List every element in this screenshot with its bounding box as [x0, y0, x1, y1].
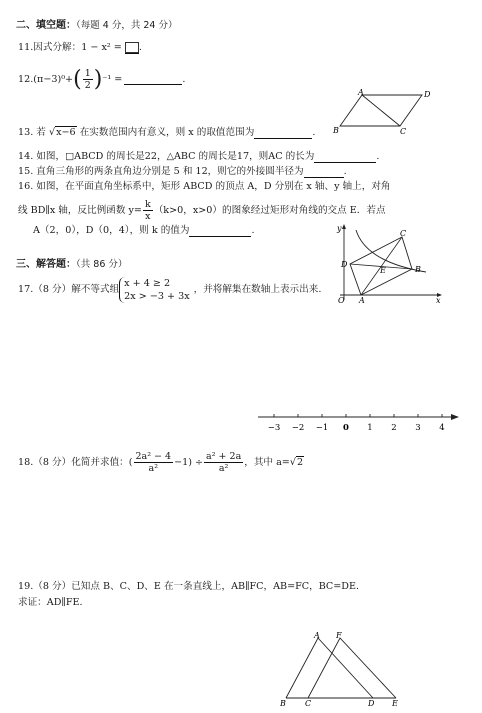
- triangle-abd: [286, 638, 373, 698]
- q15-end: .: [343, 166, 347, 177]
- q18-f1-num: 2a² − 4: [135, 451, 172, 462]
- q16-line3-text: A（2，0），D（0，4），则 k 的值为: [33, 225, 190, 236]
- inequality-1: x + 4 ≥ 2: [124, 278, 171, 289]
- q13-num: 13. 若: [18, 127, 46, 138]
- label-c: C: [305, 699, 312, 708]
- q18-fraction-2: [204, 451, 243, 474]
- q14-answer-blank[interactable]: [314, 152, 376, 163]
- q18-num: 18.（8 分）化简并求值：(: [18, 456, 133, 468]
- q12-num: 12.: [18, 73, 34, 85]
- label-b: B: [280, 699, 286, 708]
- inequality-2: 2x > −3 + 3x: [124, 291, 190, 302]
- label-e: E: [392, 699, 398, 708]
- q18-mid: −1) ÷: [174, 456, 204, 468]
- q19-line-1: 19.（8 分）已知点 B、C、D、E 在一条直线上，AB∥FC，AB=FC，BC=DE.: [18, 581, 360, 592]
- diagonal-ac: [362, 95, 400, 126]
- q19-line-2: 求证：AD∥FE.: [18, 597, 83, 608]
- q14-end: .: [376, 151, 380, 162]
- label-d: D: [341, 260, 348, 269]
- q16-frac-den: x: [145, 211, 151, 222]
- q13-text: 在实数范围内有意义，则 x 的取值范围为: [79, 127, 255, 138]
- label-a: A: [359, 296, 365, 304]
- label-a: A: [358, 88, 364, 97]
- q16-line2b: （k>0，x>0）的图象经过矩形对角线的交点 E．若点: [153, 204, 386, 216]
- label-x: x: [436, 296, 441, 304]
- q11-text: 11.因式分解：1 − x² =: [18, 42, 125, 53]
- q13-end: .: [312, 127, 316, 138]
- q16-fraction: [143, 199, 153, 222]
- q16-line-1: 16. 如图，在平面直角坐标系中，矩形 ABCD 的顶点 A，D 分别在 x 轴、y 轴上，对角: [18, 181, 391, 192]
- q16-frac-num: k: [144, 199, 151, 210]
- q18-f1-den: a²: [148, 463, 159, 474]
- q15-answer-blank[interactable]: [304, 167, 344, 178]
- label-e: E: [380, 266, 386, 275]
- q17-num: 17.（8 分）解不等式组: [18, 284, 120, 295]
- section-2-title: 二、填空题：: [16, 20, 76, 31]
- q12-frac-num: 1: [84, 68, 91, 79]
- q11-end: .: [138, 42, 142, 53]
- coordinate-rectangle-figure: [336, 222, 444, 304]
- q12-end: .: [182, 73, 186, 85]
- question-13: 13. 若 √x−6 在实数范围内有意义，则 x 的取值范围为 .: [18, 127, 316, 138]
- number-line-tick-label: −2: [291, 423, 305, 433]
- number-line: [254, 408, 464, 436]
- question-11: [18, 42, 142, 54]
- number-line-tick-label: −3: [267, 423, 281, 433]
- section-3-title: 三、解答题：: [16, 259, 76, 270]
- q18-f2-num: a² + 2a: [206, 451, 242, 462]
- number-line-tick-label: 3: [415, 423, 421, 433]
- section-3-note: （共 86 分）: [76, 259, 128, 270]
- q13-answer-blank[interactable]: [254, 128, 312, 139]
- section-2-note: （每题 4 分，共 24 分）: [76, 20, 178, 31]
- question-15: [18, 166, 347, 178]
- question-17: [18, 277, 321, 303]
- q16-answer-blank[interactable]: [189, 226, 251, 237]
- q16-line2a: 线 BD∥x 轴，反比例函数 y=: [18, 204, 142, 216]
- number-line-arrow: [451, 414, 459, 420]
- q16-line-2: [18, 199, 386, 222]
- q16-line-3: [33, 225, 255, 237]
- label-f: F: [336, 631, 342, 640]
- q18-tail: ，其中 a=: [244, 456, 290, 468]
- triangle-cfe: [308, 638, 396, 698]
- q14-text: 14. 如图，□ABCD 的周长是22，△ABC 的周长是17，则AC 的长为: [18, 151, 315, 162]
- placeholder-box-icon: [125, 42, 139, 53]
- q18-f2-den: a²: [218, 463, 229, 474]
- q12-fraction: [83, 68, 93, 91]
- label-a: A: [314, 631, 320, 640]
- left-paren: (: [73, 66, 82, 92]
- section-2-header: [16, 16, 177, 31]
- q16-end: .: [251, 225, 255, 236]
- label-d: D: [424, 90, 431, 99]
- label-o: O: [338, 296, 345, 304]
- label-b: B: [333, 126, 339, 135]
- y-axis-arrow: [342, 224, 346, 229]
- number-line-tick-label: −1: [315, 423, 329, 433]
- q13-radicand: x−6: [56, 127, 76, 138]
- q12-expr-a: (π−3)⁰+: [33, 73, 74, 85]
- number-line-tick-label: 4: [439, 423, 445, 433]
- q17-text: ，并将解集在数轴上表示出来.: [193, 284, 322, 295]
- inequality-system: [119, 277, 189, 303]
- section-3-header: [16, 255, 127, 270]
- q15-text: 15. 直角三角形的两条直角边分别是 5 和 12，则它的外接圆半径为: [18, 166, 304, 177]
- number-line-tick-label: 0: [343, 423, 349, 433]
- right-paren: ): [93, 66, 103, 92]
- parallelogram-figure: [332, 88, 432, 138]
- q18-fraction-1: [134, 451, 174, 474]
- q18-radicand: 2: [296, 457, 304, 468]
- label-c: C: [400, 229, 407, 238]
- q12-answer-blank[interactable]: [124, 74, 182, 85]
- label-b: B: [415, 265, 421, 274]
- q12-expr-b: ⁻¹ =: [102, 73, 123, 85]
- number-line-tick-label: 1: [367, 423, 373, 433]
- triangles-figure: [278, 630, 408, 710]
- question-14: [18, 151, 379, 163]
- label-c: C: [400, 127, 407, 136]
- label-d: D: [368, 699, 375, 708]
- q12-frac-den: 2: [84, 80, 91, 91]
- question-12: [18, 68, 185, 91]
- label-y: y: [337, 224, 342, 233]
- number-line-tick-label: 2: [391, 423, 397, 433]
- question-18: 18.（8 分）化简并求值：( $\frac{\text{2a² − 4}}{\text{a²}}$ −1) ÷ $\frac{\text{a² + 2a}}{\text{a²}}$ ，其中 a= √ 2: [18, 451, 304, 474]
